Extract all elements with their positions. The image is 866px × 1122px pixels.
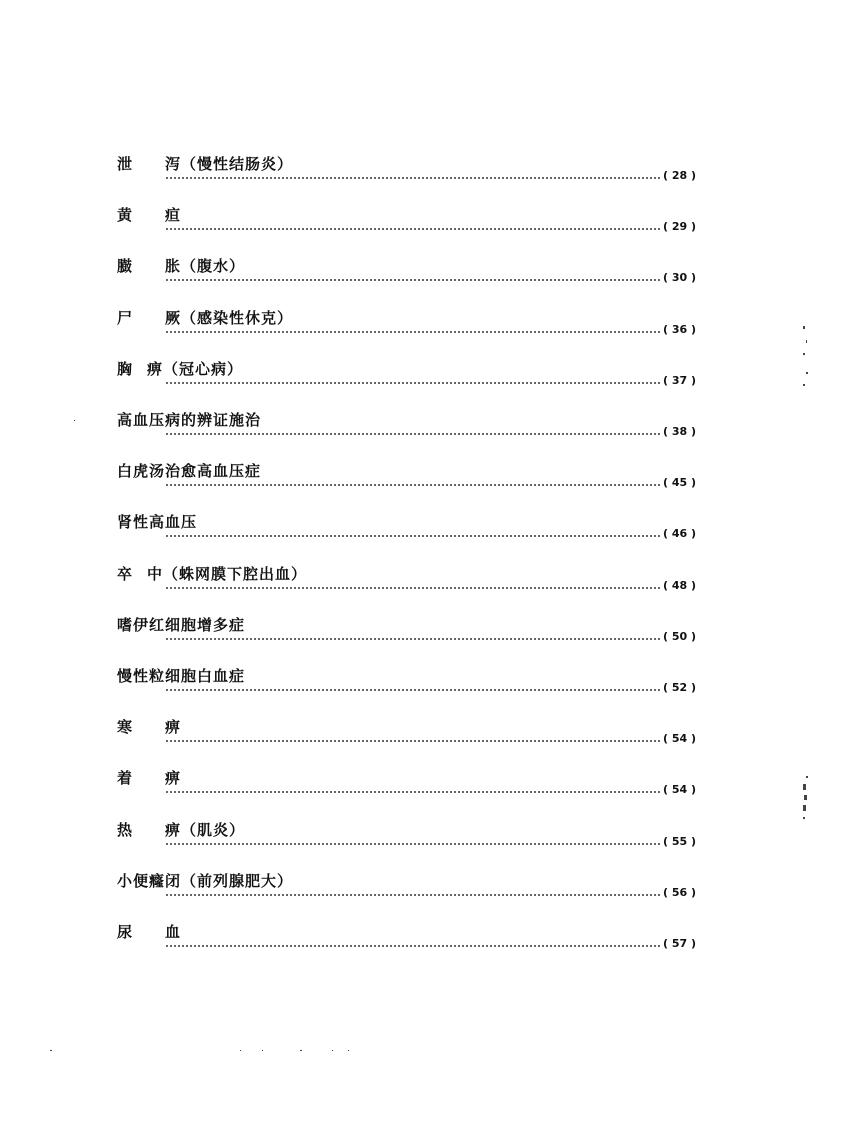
- toc-page-number: ( 52 ): [663, 681, 697, 694]
- toc-entry: [0, 921, 866, 971]
- scan-speck: [348, 1050, 349, 1051]
- toc-page-number: ( 38 ): [663, 425, 697, 438]
- toc-page-number: ( 57 ): [663, 937, 697, 950]
- toc-page-number: ( 29 ): [663, 220, 697, 234]
- toc-entry-title-head: 白虎汤治愈高血压症: [117, 462, 262, 481]
- toc-entry: [0, 409, 866, 459]
- toc-entry-title: [117, 767, 181, 788]
- toc-page-number: ( 28 ): [663, 169, 697, 182]
- toc-entry-title-head: 尿: [117, 923, 134, 941]
- dot-leader: [165, 484, 660, 486]
- toc-entry-title-head: 小便癃闭（前列腺肥大）: [117, 871, 294, 890]
- toc-entry-title: [117, 563, 307, 584]
- toc-entry-title-rest: 痹: [165, 718, 182, 737]
- scan-speck: [300, 1050, 302, 1051]
- toc-entry-title-head: 泄: [117, 155, 134, 173]
- scan-speck: [803, 817, 805, 819]
- toc-entry-title: [117, 921, 181, 942]
- dot-leader: [165, 535, 660, 537]
- toc-entry: [0, 563, 866, 613]
- scan-speck: [803, 805, 806, 811]
- toc-page-number: ( 37 ): [663, 373, 697, 387]
- toc-entry: [0, 614, 866, 664]
- scan-speck: [50, 1050, 52, 1051]
- toc-entry: [0, 358, 866, 408]
- dot-leader: [165, 177, 660, 179]
- dot-leader: [165, 791, 660, 793]
- toc-entry-title-rest: 血: [165, 923, 182, 941]
- dot-leader: [165, 331, 660, 333]
- toc-page-number: ( 36 ): [663, 322, 697, 336]
- scan-speck: [806, 372, 808, 374]
- toc-page-number: ( 54 ): [663, 783, 697, 797]
- scan-speck: [262, 1050, 263, 1051]
- toc-entry-title: [117, 255, 245, 276]
- toc-page-number: ( 54 ): [663, 732, 697, 746]
- toc-entry-title-rest: 痹（肌炎）: [165, 820, 246, 839]
- toc-entry-title-head: 慢性粒细胞白血症: [117, 667, 246, 685]
- toc-entry-title: [117, 409, 261, 430]
- scan-speck: [803, 384, 805, 386]
- toc-entry-title-rest: 中（蛛网膜下腔出血）: [147, 564, 308, 583]
- toc-entry: [0, 255, 866, 305]
- toc-entry-title-head: 着: [117, 769, 134, 788]
- dot-leader: [165, 382, 660, 384]
- dot-leader: [165, 689, 660, 691]
- toc-entry-title-head: 热: [117, 820, 134, 839]
- scan-speck: [332, 1050, 333, 1051]
- toc-entry-title-head: 胸: [117, 359, 134, 378]
- toc-entry: [0, 767, 866, 817]
- toc-entry-title: [117, 716, 181, 737]
- toc-entry-title: [117, 358, 243, 379]
- scan-speck: [806, 776, 808, 778]
- toc-entry-title-rest: 厥（感染性休克）: [165, 308, 294, 327]
- dot-leader: [165, 894, 660, 896]
- toc-entry-title-head: 卒: [117, 564, 134, 583]
- toc-entry-title: [117, 511, 197, 532]
- toc-entry: [0, 870, 866, 920]
- toc-entry-title-rest: 痹: [165, 769, 182, 788]
- scan-speck: [804, 795, 807, 800]
- toc-entry: [0, 819, 866, 869]
- toc-entry-title: [117, 614, 245, 635]
- toc-entry: [0, 665, 866, 715]
- toc-page-number: ( 46 ): [663, 527, 697, 541]
- toc-entry: [0, 307, 866, 357]
- toc-entry-title-head: 尸: [117, 308, 134, 327]
- toc-page-number: ( 50 ): [663, 629, 697, 643]
- toc-entry: [0, 153, 866, 203]
- toc-entry-title: [117, 153, 293, 174]
- dot-leader: [165, 740, 660, 742]
- dot-leader: [165, 279, 660, 281]
- toc-entry-title: [117, 307, 293, 328]
- scan-speck: [803, 326, 805, 329]
- toc-entry-title: [117, 870, 293, 891]
- toc-entry-title-head: 黄: [117, 206, 134, 225]
- toc-entry-title: [117, 460, 261, 481]
- toc-entry-title-rest: 痹（冠心病）: [147, 359, 244, 378]
- toc-entry-title-rest: 泻（慢性结肠炎）: [165, 155, 294, 173]
- toc-entry: [0, 511, 866, 561]
- dot-leader: [165, 587, 660, 589]
- toc-entry-title-head: 高血压病的辨证施治: [117, 411, 262, 429]
- toc-page-number: ( 55 ): [663, 834, 697, 848]
- toc-page-number: ( 45 ): [663, 476, 697, 490]
- dot-leader: [165, 843, 660, 845]
- scan-speck: [803, 784, 806, 790]
- dot-leader: [165, 638, 660, 640]
- toc-page-number: ( 48 ): [663, 578, 697, 592]
- scan-speck: [803, 353, 805, 355]
- scan-speck: [74, 420, 75, 421]
- toc-entry-title-head: 臌: [117, 257, 134, 276]
- toc-entry-title: [117, 665, 245, 686]
- toc-page-number: ( 56 ): [663, 885, 697, 899]
- dot-leader: [165, 433, 660, 435]
- toc-entry-title-rest: 胀（腹水）: [165, 257, 246, 276]
- toc-entry-title-head: 嗜伊红细胞增多症: [117, 615, 246, 634]
- toc-entry-title: [117, 819, 245, 840]
- toc-entry-title-rest: 疸: [165, 206, 182, 225]
- toc-entry-title-head: 肾性高血压: [117, 513, 198, 532]
- toc-entry: [0, 460, 866, 510]
- toc-entry: [0, 716, 866, 766]
- dot-leader: [165, 228, 660, 230]
- toc-page-number: ( 30 ): [663, 271, 697, 285]
- toc-entry-title-head: 寒: [117, 718, 134, 737]
- toc-entry-title: [117, 204, 181, 225]
- dot-leader: [165, 945, 660, 947]
- scan-speck: [806, 340, 807, 343]
- scan-speck: [240, 1050, 241, 1051]
- toc-entry: [0, 204, 866, 254]
